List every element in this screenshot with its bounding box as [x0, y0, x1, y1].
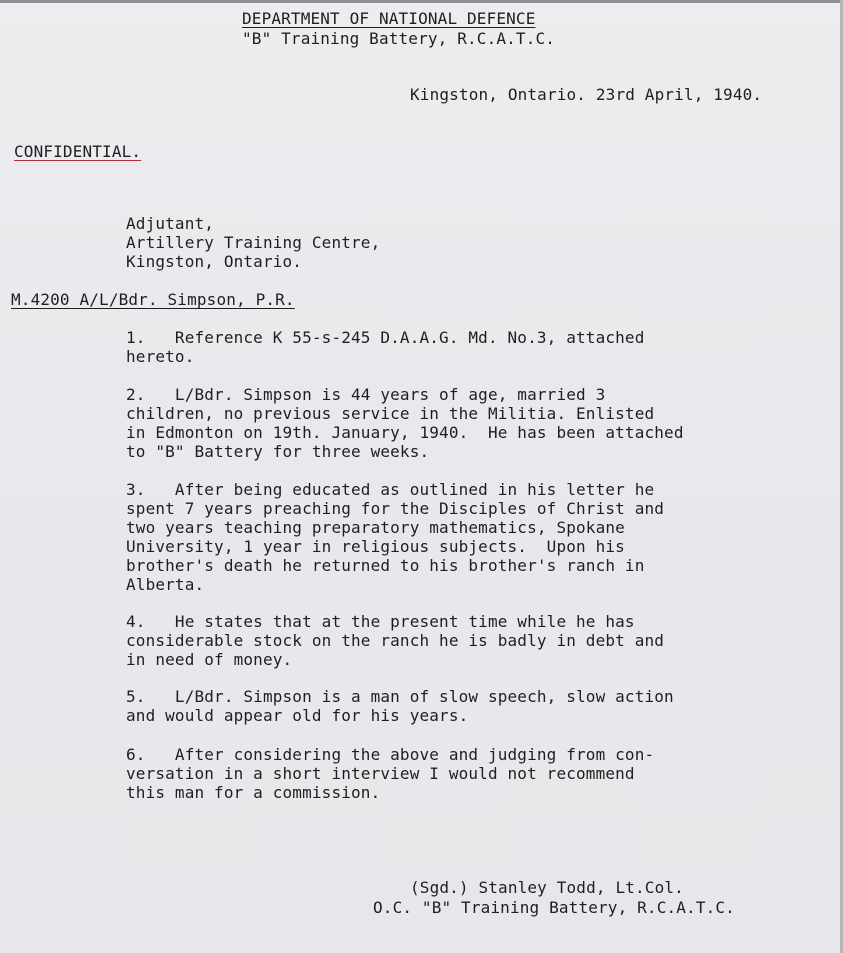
recipient-line: Kingston, Ontario.: [126, 252, 303, 271]
paragraph-line: to "B" Battery for three weeks.: [126, 442, 430, 461]
paragraph-line: two years teaching preparatory mathematics, Spokane: [126, 518, 625, 537]
paragraph-5: [126, 687, 674, 725]
paragraph-line: this man for a commission.: [126, 783, 381, 802]
paragraph-line: University, 1 year in religious subjects. Upon his: [126, 537, 625, 556]
paragraph-line: 4. He states that at the present time while he has: [126, 612, 635, 631]
paragraph-line: and would appear old for his years.: [126, 706, 469, 725]
paragraph-1: [126, 328, 645, 366]
paragraph-line: children, no previous service in the Militia. Enlisted: [126, 404, 655, 423]
unit-heading: "B" Training Battery, R.C.A.T.C.: [242, 29, 556, 48]
paragraph-4: [126, 612, 664, 669]
paragraph-line: 6. After considering the above and judging from con-: [126, 745, 655, 764]
recipient-line: Artillery Training Centre,: [126, 233, 381, 252]
paragraph-line: 2. L/Bdr. Simpson is 44 years of age, married 3: [126, 385, 606, 404]
recipient-address: [126, 214, 380, 271]
paragraph-line: brother's death he returned to his brother's ranch in: [126, 556, 645, 575]
place-date: Kingston, Ontario. 23rd April, 1940.: [410, 85, 763, 104]
paragraph-line: considerable stock on the ranch he is badly in debt and: [126, 631, 665, 650]
paragraph-6: [126, 745, 654, 802]
signature-name: (Sgd.) Stanley Todd, Lt.Col.: [410, 878, 684, 897]
paragraph-line: spent 7 years preaching for the Disciples of Christ and: [126, 499, 665, 518]
paragraph-line: 1. Reference K 55-s-245 D.A.A.G. Md. No.3, attached: [126, 328, 645, 347]
paragraph-line: versation in a short interview I would not recommend: [126, 764, 635, 783]
department-heading: DEPARTMENT OF NATIONAL DEFENCE: [242, 9, 536, 28]
paragraph-2: [126, 385, 684, 461]
page-top-edge: [0, 0, 843, 3]
signature-title: O.C. "B" Training Battery, R.C.A.T.C.: [373, 898, 735, 917]
classification-label: CONFIDENTIAL.: [14, 142, 142, 161]
paragraph-line: in Edmonton on 19th. January, 1940. He has been attached: [126, 423, 684, 442]
paragraph-3: [126, 480, 664, 594]
recipient-line: Adjutant,: [126, 214, 215, 233]
paragraph-line: Alberta.: [126, 575, 205, 594]
subject-line: M.4200 A/L/Bdr. Simpson, P.R.: [11, 290, 295, 309]
paragraph-line: in need of money.: [126, 650, 293, 669]
paragraph-line: 5. L/Bdr. Simpson is a man of slow speech, slow action: [126, 687, 674, 706]
paragraph-line: hereto.: [126, 347, 195, 366]
paragraph-line: 3. After being educated as outlined in his letter he: [126, 480, 655, 499]
